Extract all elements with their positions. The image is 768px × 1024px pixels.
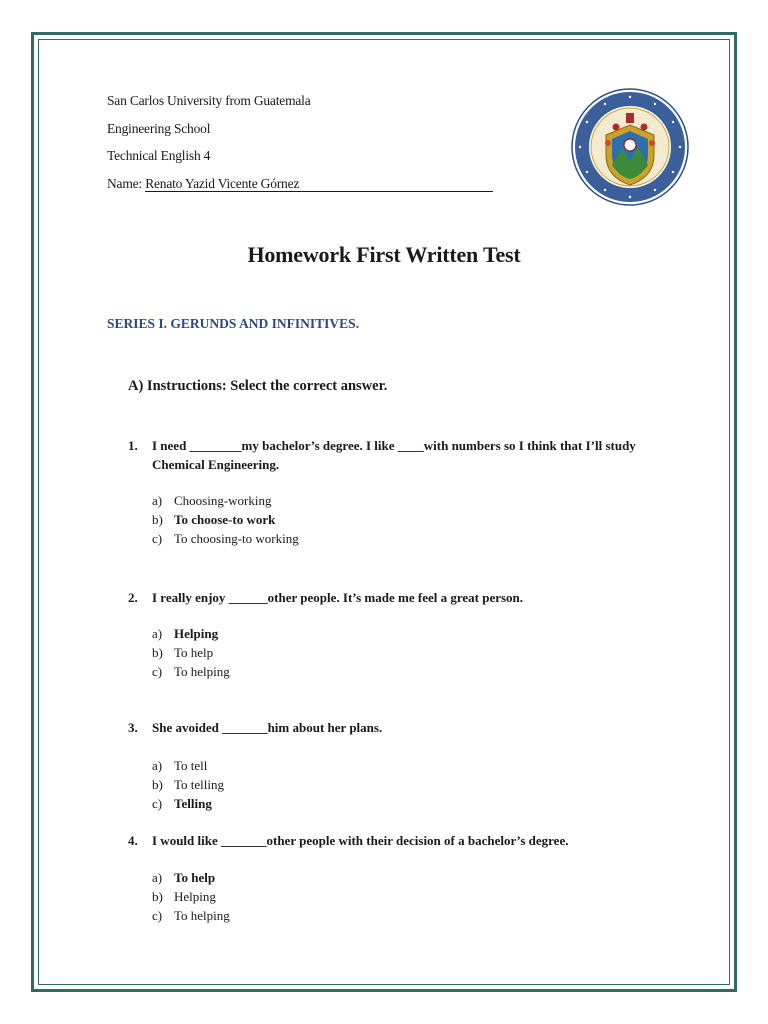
question-text: I really enjoy ______other people. It’s made me feel a great person. [152,590,524,605]
option-text: To choosing-to working [174,531,299,546]
option-text: To telling [174,777,225,792]
university-seal-icon [570,87,690,207]
series-heading: SERIES I. GERUNDS AND INFINITIVES. [107,316,360,331]
instructions: A) Instructions: Select the correct answer. [128,378,388,394]
option-letter: a) [152,870,163,885]
option-letter: a) [152,493,163,508]
question-text: I need ________my bachelor’s degree. I like ____with numbers so I think that I’ll study Chemical Engineering. [152,438,636,472]
option-letter: a) [152,626,163,641]
option-letter: b) [152,512,163,527]
question-2 [128,588,668,607]
option-2a[interactable] [152,624,218,643]
option-text: To helping [174,664,230,679]
page-title: Homework First Written Test [247,242,521,267]
option-2b[interactable] [152,643,213,662]
option-1b[interactable] [152,510,275,529]
name-label: Name: [107,176,142,191]
option-4a[interactable] [152,868,215,887]
option-text-selected: To choose-to work [174,512,276,527]
university-name: San Carlos University from Guatemala [107,93,311,108]
option-4b[interactable] [152,887,216,906]
question-1 [128,436,668,474]
question-number: 2. [128,590,138,605]
question-3 [128,718,668,737]
option-text: To helping [174,908,230,923]
option-letter: c) [152,531,163,546]
option-letter: b) [152,645,163,660]
question-number: 3. [128,720,138,735]
option-text-selected: To help [174,870,216,885]
option-text: Helping [174,889,216,904]
option-letter: b) [152,889,163,904]
option-letter: c) [152,908,163,923]
option-text-selected: Telling [174,796,212,811]
option-3b[interactable] [152,775,224,794]
question-4 [128,831,668,850]
option-text-selected: Helping [174,626,219,641]
question-number: 4. [128,833,138,848]
question-text: She avoided _______him about her plans. [152,720,383,735]
option-letter: c) [152,664,163,679]
option-letter: a) [152,758,163,773]
option-4c[interactable] [152,906,230,925]
question-number: 1. [128,438,138,453]
option-3c[interactable] [152,794,212,813]
student-name-line [107,176,493,192]
name-value: Renato Yazid Vicente Górnez [145,177,493,192]
option-2c[interactable] [152,662,230,681]
course-name: Technical English 4 [107,148,211,163]
school-name: Engineering School [107,121,211,136]
option-text: Choosing-working [174,493,272,508]
option-text: To help [174,645,214,660]
option-text: To tell [174,758,208,773]
option-1c[interactable] [152,529,299,548]
option-1a[interactable] [152,491,272,510]
option-letter: c) [152,796,163,811]
question-text: I would like _______other people with their decision of a bachelor’s degree. [152,833,569,848]
option-3a[interactable] [152,756,207,775]
option-letter: b) [152,777,163,792]
